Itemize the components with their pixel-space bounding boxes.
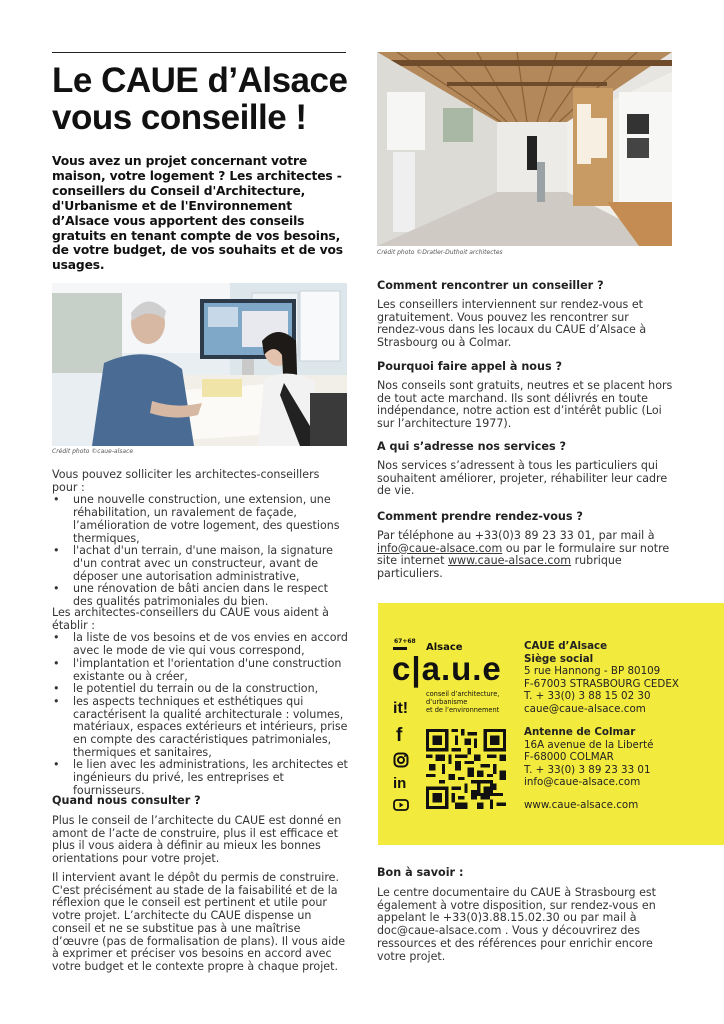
antenne-line: 16A avenue de la Liberté	[524, 738, 654, 751]
qui-heading: A qui s’adresse nos services ?	[377, 440, 566, 453]
region-label: Alsace	[426, 642, 463, 653]
solliciter-list	[52, 494, 348, 608]
dept-label: 67+68	[394, 638, 416, 645]
top-rule	[52, 52, 346, 53]
list-item: • le lien avec les administrations, les architectes et ingénieurs du privé, les entreprises et fournisseurs.	[52, 759, 348, 797]
bon-text: Le centre documentaire du CAUE à Strasbourg est également à votre disposition, sur rendez-vous en appelant le +33(0)3.88.15.02.30 ou par mail à doc@caue-alsace.com . Vous y découvrirez des ressources et des références pour enrichir encore votre projet.	[377, 886, 657, 963]
contact-siege	[524, 640, 719, 716]
list-item: • une nouvelle construction, une extension, une réhabilitation, un ravalement de façade, l’amélioration de votre logement, des questions thermiques,	[52, 494, 348, 545]
list-item: • la liste de vos besoins et de vos envies en accord avec le mode de vie qui vous correspond,	[52, 632, 348, 657]
rencontrer-text: Les conseillers interviennent sur rendez-vous et gratuitement. Vous pouvez les rencontrer sur rendez-vous dans les locaux du CAUE d’Alsace à Strasbourg ou à Colmar.	[377, 298, 647, 350]
photo2-credit: Crédit photo ©Dratler-Duthoit architectes	[377, 249, 503, 256]
list-item: • les aspects techniques et esthétiques qui caractérisent la qualité architecturale : volumes, matériaux, espaces extérieurs et intérieurs, prise en compte des caractéristiques patrimoniales, thermiques et sanitaires,	[52, 696, 348, 760]
list-item: • l'implantation et l'orientation d'une construction existante ou à créer,	[52, 658, 348, 683]
qr-code[interactable]	[426, 729, 506, 809]
intro-paragraph: Vous avez un projet concernant votre maison, votre logement ? Les architectes - conseillers du Conseil d'Architecture, d'Urbanisme et de l'Environnement d’Alsace vous apportent des conseils gratuits en tenant compte de vos besoins, de votre budget, de vos souhaits et de vos usages.	[52, 154, 343, 273]
list-item: • le potentiel du terrain ou de la construction,	[52, 683, 348, 696]
antenne-phone: T. + 33(0) 3 89 23 33 01	[524, 763, 651, 776]
facebook-icon[interactable]: f	[396, 725, 403, 746]
antenne-title: Antenne de Colmar	[524, 726, 636, 738]
quand-heading: Quand nous consulter ?	[52, 794, 201, 807]
it-icon[interactable]: it!	[393, 700, 409, 717]
list-item: • une rénovation de bâti ancien dans le respect des qualités patrimoniales du bien.	[52, 583, 348, 608]
instagram-icon[interactable]	[393, 752, 409, 768]
contact-website[interactable]: www.caue-alsace.com	[524, 799, 639, 811]
solliciter-section	[52, 469, 348, 609]
rdv-email-link[interactable]: info@caue-alsace.com	[377, 541, 503, 555]
solliciter-intro: Vous pouvez solliciter les architectes-conseillers pour :	[52, 468, 320, 494]
bon-heading: Bon à savoir :	[377, 866, 464, 879]
etablir-intro: Les architectes-conseillers du CAUE vous aident à établir :	[52, 606, 329, 632]
rdv-website-link[interactable]: www.caue-alsace.com	[447, 554, 572, 568]
rdv-heading: Comment prendre rendez-vous ?	[377, 510, 583, 523]
list-item: • l'achat d'un terrain, d'une maison, la signature d'un contrat avec un constructeur, avant de déposer une autorisation administrative,	[52, 545, 348, 583]
siege-line: 5 rue Hannong - BP 80109	[524, 665, 661, 678]
siege-email[interactable]: caue@caue-alsace.com	[524, 702, 646, 715]
quand-paragraph-2: Il intervient avant le dépôt du permis de construire. C'est précisément au stade de la faisabilité et de la réflexion que le conseil est pertinent et utile pour votre projet. L’architecte du CAUE dispense un conseil et ne se substitue pas à une maîtrise d’œuvre (pas de formalisation de plans). Il vous aide à exprimer et préciser vos besoins en accord avec votre budget et le contexte propre à chaque projet.	[52, 871, 346, 973]
contact-org: CAUE d’Alsace	[524, 640, 608, 652]
logo-tagline: conseil d’architecture, d’urbanisme et de l’environnement	[426, 690, 500, 714]
interior-photo	[377, 52, 672, 246]
photo1-credit: Crédit photo ©caue-alsace	[52, 448, 134, 455]
pourquoi-heading: Pourquoi faire appel à nous ?	[377, 360, 562, 373]
consultation-photo	[52, 283, 347, 446]
caue-logo: c|a.u.e	[392, 650, 502, 687]
pourquoi-text: Nos conseils sont gratuits, neutres et se placent hors de tout acte marchand. Ils sont délivrés en toute indépendance, notre action est d’intérêt public (Loi sur l’architecture 1977).	[377, 379, 673, 431]
rencontrer-heading: Comment rencontrer un conseiller ?	[377, 279, 604, 292]
youtube-icon[interactable]	[393, 799, 409, 811]
siege-phone: T. + 33(0) 3 88 15 02 30	[524, 690, 651, 703]
quand-paragraph-1: Plus le conseil de l’architecte du CAUE est donné en amont de l’acte de construire, plus il est efficace et plus il vous aidera à définir au mieux les bonnes orientations pour votre projet.	[52, 814, 342, 866]
contact-antenne	[524, 726, 719, 789]
rdv-text: Par téléphone au +33(0)3 89 23 33 01, par mail à info@caue-alsace.com ou par le formulaire sur notre site internet www.caue-alsace.com rubrique particuliers.	[377, 529, 670, 581]
siege-line: F-67003 STRASBOURG CEDEX	[524, 677, 679, 690]
qui-text: Nos services s’adressent à tous les particuliers qui souhaitent améliorer, projeter, réhabiliter leur cadre de vie.	[377, 459, 668, 498]
antenne-email[interactable]: info@caue-alsace.com	[524, 776, 641, 789]
linkedin-icon[interactable]: in	[393, 775, 407, 792]
etablir-section	[52, 607, 348, 798]
etablir-list	[52, 632, 348, 797]
antenne-line: F-68000 COLMAR	[524, 751, 614, 764]
siege-title: Siège social	[524, 652, 594, 665]
page-title: Le CAUE d’Alsace vous conseille !	[52, 61, 348, 137]
